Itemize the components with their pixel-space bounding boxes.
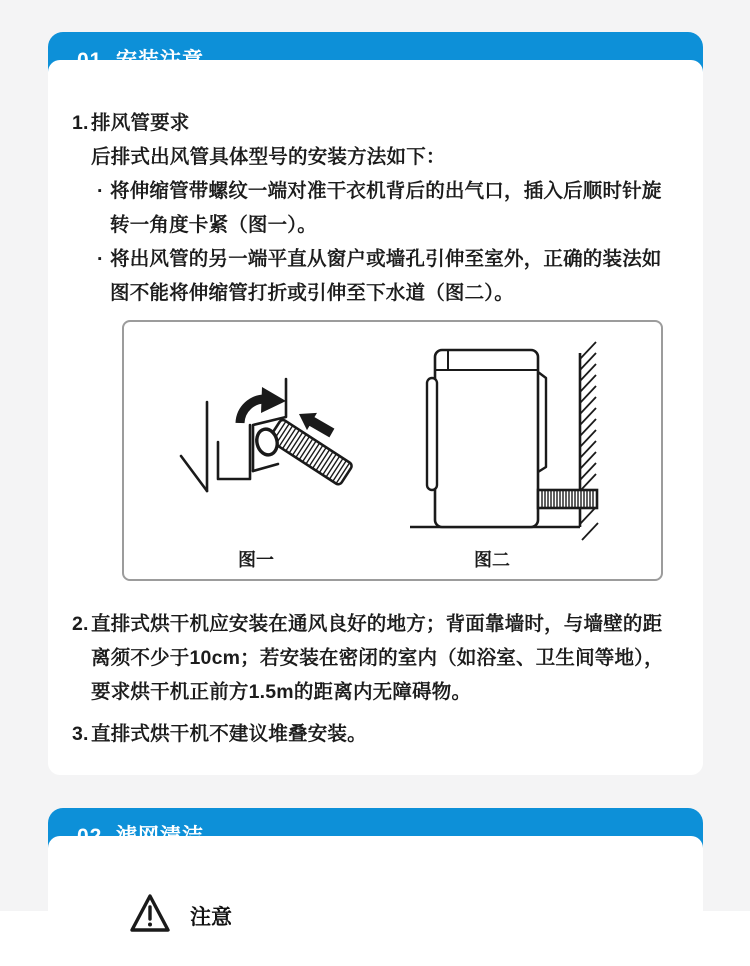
bullet-2-line-1: 将出风管的另一端平直从窗户或墙孔引伸至室外，正确的装法如 bbox=[110, 248, 662, 270]
figure-2-illustration bbox=[400, 335, 640, 550]
item-3-number: 3. bbox=[72, 723, 89, 745]
note-label: 注意 bbox=[190, 906, 232, 929]
bullet-2-line-2: 图不能将伸缩管打折或引伸至下水道（图二）。 bbox=[110, 282, 514, 304]
item-1-intro: 后排式出风管具体型号的安装方法如下： bbox=[91, 146, 446, 168]
item-1-title: 排风管要求 bbox=[91, 112, 190, 134]
figure-2-label: 图二 bbox=[474, 550, 510, 570]
section-2-card bbox=[48, 836, 703, 966]
warning-triangle-icon bbox=[130, 893, 170, 937]
item-2-line-3: 要求烘干机正前方1.5m的距离内无障碍物。 bbox=[91, 681, 472, 703]
item-2-line-2: 离须不少于10cm；若安装在密闭的室内（如浴室、卫生间等地）， bbox=[91, 647, 664, 669]
item-2-number: 2. bbox=[72, 613, 89, 635]
figure-box bbox=[122, 320, 663, 581]
item-2-line-1: 直排式烘干机应安装在通风良好的地方；背面靠墙时，与墙壁的距 bbox=[91, 613, 663, 635]
section-1-card bbox=[48, 60, 703, 775]
item-3-text: 直排式烘干机不建议堆叠安装。 bbox=[91, 723, 367, 745]
bullet-1-line-1: 将伸缩管带螺纹一端对准干衣机背后的出气口，插入后顺时针旋 bbox=[110, 180, 662, 202]
figure-1-label: 图一 bbox=[238, 550, 274, 570]
item-1-number: 1. bbox=[72, 112, 89, 134]
bullet-1-mark: · bbox=[97, 180, 104, 202]
duct-through-wall bbox=[538, 490, 597, 508]
bullet-1-line-2: 转一角度卡紧（图一）。 bbox=[110, 214, 317, 236]
figure-1-illustration bbox=[150, 360, 370, 520]
bullet-2-mark: · bbox=[97, 248, 104, 270]
